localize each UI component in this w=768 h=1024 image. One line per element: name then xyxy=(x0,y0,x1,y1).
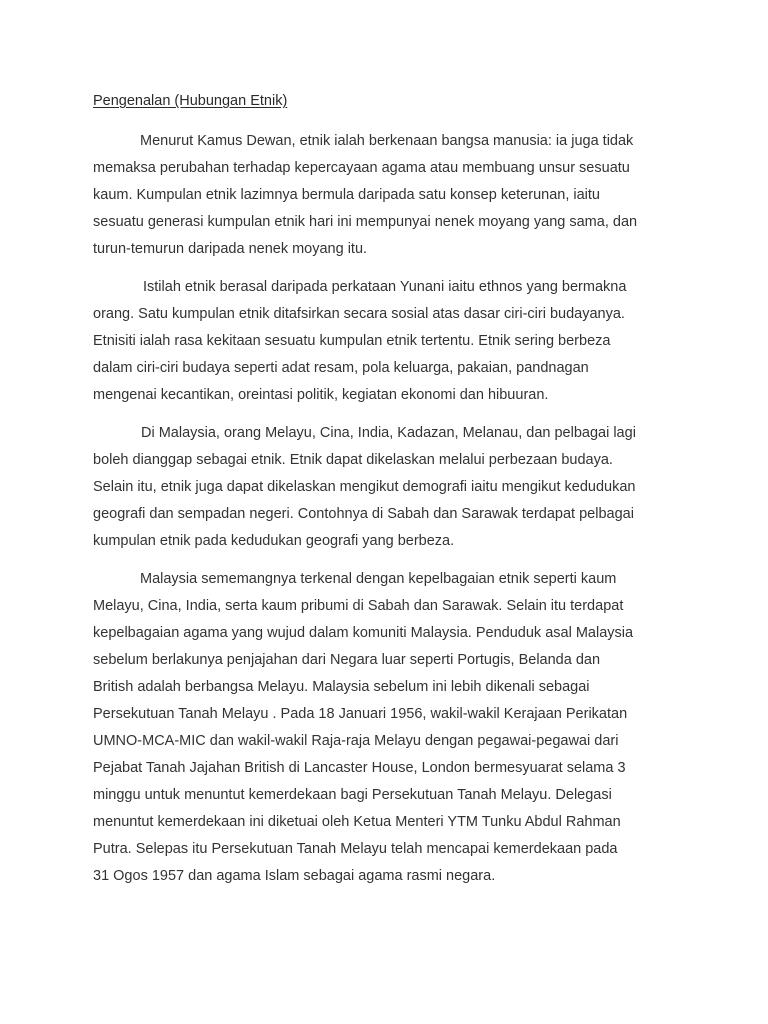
paragraph-line: dalam ciri-ciri budaya seperti adat resam, pola keluarga, pakaian, pandnagan xyxy=(93,360,589,376)
paragraph-line: UMNO-MCA-MIC dan wakil-wakil Raja-raja Melayu dengan pegawai-pegawai dari xyxy=(93,733,619,749)
paragraph-line: Malaysia sememangnya terkenal dengan kepelbagaian etnik seperti kaum xyxy=(140,571,617,587)
paragraph-line: British adalah berbangsa Melayu. Malaysia sebelum ini lebih dikenali sebagai xyxy=(93,679,590,695)
paragraph-line: kumpulan etnik pada kedudukan geografi yang berbeza. xyxy=(93,533,455,549)
paragraph-line: Istilah etnik berasal daripada perkataan Yunani iaitu ethnos yang bermakna xyxy=(143,279,627,295)
paragraph-line: Selain itu, etnik juga dapat dikelaskan mengikut demografi iaitu mengikut kedudukan xyxy=(93,479,636,495)
paragraph-line: turun-temurun daripada nenek moyang itu. xyxy=(93,241,368,257)
paragraph-line: geografi dan sempadan negeri. Contohnya di Sabah dan Sarawak terdapat pelbagai xyxy=(93,506,634,522)
paragraph-line: Persekutuan Tanah Melayu . Pada 18 Januari 1956, wakil-wakil Kerajaan Perikatan xyxy=(93,706,628,722)
paragraph-1 xyxy=(93,128,683,263)
paragraph-line: kaum. Kumpulan etnik lazimnya bermula daripada satu konsep keterunan, iaitu xyxy=(93,187,600,203)
paragraph-3 xyxy=(93,420,683,555)
paragraph-line: orang. Satu kumpulan etnik ditafsirkan secara sosial atas dasar ciri-ciri budayanya. xyxy=(93,306,625,322)
paragraph-line: Menurut Kamus Dewan, etnik ialah berkenaan bangsa manusia: ia juga tidak xyxy=(140,133,634,149)
paragraph-line: 31 Ogos 1957 dan agama Islam sebagai agama rasmi negara. xyxy=(93,868,496,884)
paragraph-line: Putra. Selepas itu Persekutuan Tanah Melayu telah mencapai kemerdekaan pada xyxy=(93,841,618,857)
paragraph-line: kepelbagaian agama yang wujud dalam komuniti Malaysia. Penduduk asal Malaysia xyxy=(93,625,634,641)
document-title: Pengenalan (Hubungan Etnik) xyxy=(93,93,288,109)
paragraph-2 xyxy=(93,274,683,409)
paragraph-line: Di Malaysia, orang Melayu, Cina, India, Kadazan, Melanau, dan pelbagai lagi xyxy=(141,425,636,441)
paragraph-line: Pejabat Tanah Jajahan British di Lancaster House, London bermesyuarat selama 3 xyxy=(93,760,626,776)
paragraph-line: sebelum berlakunya penjajahan dari Negara luar seperti Portugis, Belanda dan xyxy=(93,652,601,668)
paragraph-line: sesuatu generasi kumpulan etnik hari ini mempunyai nenek moyang yang sama, dan xyxy=(93,214,638,230)
paragraph-line: Etnisiti ialah rasa kekitaan sesuatu kumpulan etnik tertentu. Etnik sering berbeza xyxy=(93,333,611,349)
paragraph-line: memaksa perubahan terhadap kepercayaan agama atau membuang unsur sesuatu xyxy=(93,160,630,176)
paragraph-line: minggu untuk menuntut kemerdekaan bagi Persekutuan Tanah Melayu. Delegasi xyxy=(93,787,612,803)
paragraph-line: boleh dianggap sebagai etnik. Etnik dapat dikelaskan melalui perbezaan budaya. xyxy=(93,452,613,468)
paragraph-line: Melayu, Cina, India, serta kaum pribumi di Sabah dan Sarawak. Selain itu terdapat xyxy=(93,598,624,614)
paragraph-4 xyxy=(93,566,683,890)
paragraph-line: mengenai kecantikan, oreintasi politik, kegiatan ekonomi dan hibuuran. xyxy=(93,387,549,403)
paragraph-line: menuntut kemerdekaan ini diketuai oleh Ketua Menteri YTM Tunku Abdul Rahman xyxy=(93,814,621,830)
